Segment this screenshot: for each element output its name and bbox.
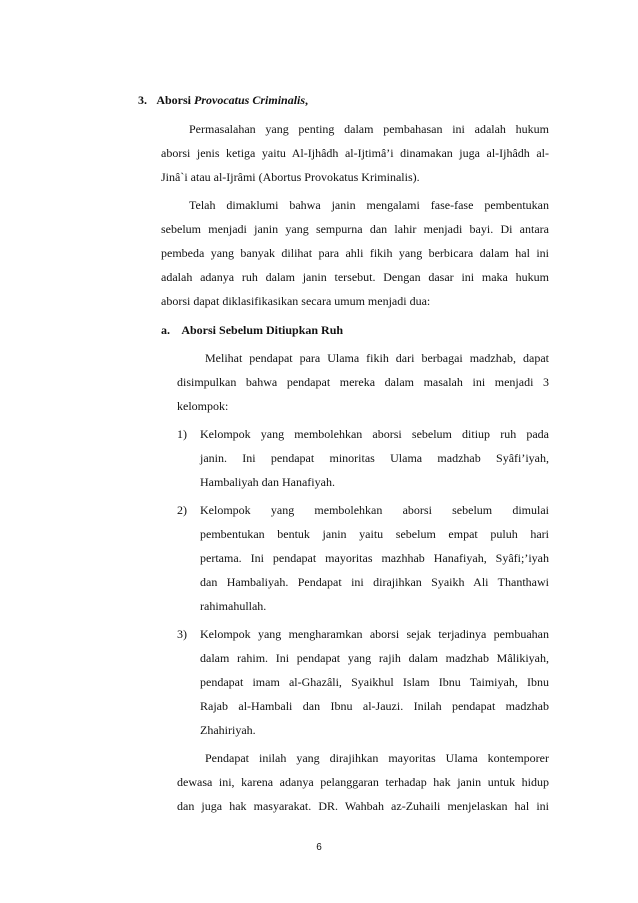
- paragraph-2-line: aborsi dapat diklasifikasikan secara umum menjadi dua:: [161, 294, 431, 308]
- section-heading: [138, 92, 308, 108]
- paragraph-4-line: dan juga hak masyarakat. DR. Wahbah az-Zuhaili menjelaskan hal ini: [177, 799, 549, 813]
- list-item-line: janin. Ini pendapat minoritas Ulama madzhab Syâfi’iyah,: [200, 451, 549, 465]
- list-item-line: Zhahiriyah.: [200, 723, 256, 737]
- section-title-italic: Provocatus Criminalis: [194, 93, 306, 107]
- paragraph-3-line: Melihat pendapat para Ulama fikih dari berbagai madzhab, dapat: [205, 351, 549, 365]
- paragraph-1-line: Jinâ`i atau al-Ijrâmi (Abortus Provokatus Kriminalis).: [161, 170, 420, 184]
- paragraph-1-line: aborsi jenis ketiga yaitu Al-Ijhâdh al-Ijtimâ’i dinamakan juga al-Ijhâdh al-: [161, 146, 549, 160]
- section-title-suffix: ,: [305, 93, 309, 107]
- paragraph-2-line: adalah adanya ruh dalam janin tersebut. Dengan dasar ini maka hukum: [161, 270, 549, 284]
- subsection-title: Aborsi Sebelum Ditiupkan Ruh: [181, 323, 344, 337]
- list-item-line: Kelompok yang membolehkan aborsi sebelum ditiup ruh pada: [200, 427, 549, 441]
- list-item-line: Hambaliyah dan Hanafiyah.: [200, 475, 335, 489]
- paragraph-2-line: sebelum menjadi janin yang sempurna dan lahir menjadi bayi. Di antara: [161, 222, 549, 236]
- list-item-line: Kelompok yang membolehkan aborsi sebelum dimulai: [200, 503, 549, 517]
- subsection-heading: [161, 322, 343, 338]
- paragraph-2-line: pembeda yang banyak dilihat para ahli fikih yang berbicara dalam hal ini: [161, 246, 549, 260]
- list-item-line: pembentukan bentuk janin yaitu sebelum empat puluh hari: [200, 527, 549, 541]
- section-title-prefix: Aborsi: [156, 93, 195, 107]
- paragraph-3-line: disimpulkan bahwa pendapat mereka dalam masalah ini menjadi 3: [177, 375, 549, 389]
- list-item-line: pendapat imam al-Ghazâli, Syaikhul Islam Ibnu Taimiyah, Ibnu: [200, 675, 549, 689]
- paragraph-2-line: Telah dimaklumi bahwa janin mengalami fase-fase pembentukan: [189, 198, 549, 212]
- subsection-marker: a.: [161, 323, 170, 337]
- list-item-line: Rajab al-Hambali dan Ibnu al-Jauzi. Inilah pendapat madzhab: [200, 699, 549, 713]
- section-number: 3.: [138, 93, 147, 107]
- paragraph-1-line: Permasalahan yang penting dalam pembahasan ini adalah hukum: [189, 122, 549, 136]
- paragraph-3-line: kelompok:: [177, 399, 229, 413]
- paragraph-4-line: dewasa ini, karena adanya pelanggaran terhadap hak janin untuk hidup: [177, 775, 549, 789]
- list-item-line: dan Hambaliyah. Pendapat ini dirajihkan Syaikh Ali Thanthawi: [200, 575, 549, 589]
- paragraph-4-line: Pendapat inilah yang dirajihkan mayoritas Ulama kontemporer: [205, 751, 549, 765]
- list-item-line: rahimahullah.: [200, 599, 267, 613]
- list-item-marker: 3): [177, 627, 187, 641]
- list-item-line: dalam rahim. Ini pendapat yang rajih dalam madzhab Mâlikiyah,: [200, 651, 549, 665]
- list-item-line: Kelompok yang mengharamkan aborsi sejak terjadinya pembuahan: [200, 627, 549, 641]
- page-number: 6: [316, 842, 322, 853]
- list-item-line: pertama. Ini pendapat mayoritas mazhhab Hanafiyah, Syâfi;’iyah: [200, 551, 549, 565]
- list-item-marker: 2): [177, 503, 187, 517]
- list-item-marker: 1): [177, 427, 187, 441]
